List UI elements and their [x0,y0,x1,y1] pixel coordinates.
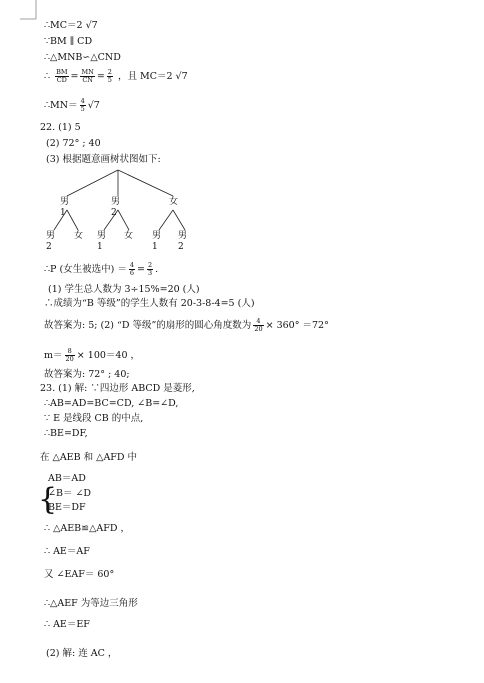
fraction [147,262,153,277]
text: 故答案为: 5; (2) “D 等级”的扇形的圆心角度数为 [44,320,252,331]
tree-leaf-4: 女 [124,231,134,241]
text: m＝ [44,350,63,361]
numerator: 2 [107,68,112,76]
line-parallel: ∵BM ∥ CD [44,36,93,47]
fraction [253,318,263,333]
text: × 360° ＝72° [265,320,329,331]
tree-leaf-2: 女 [74,231,84,241]
cond-1: AB＝AD [48,473,86,484]
denominator: 20 [65,355,74,363]
tree-leaf-3: 男1 [97,231,107,252]
tree-leaf-1: 男2 [46,231,56,252]
q23-heading: 23. (1) 解: ∵四边形 ABCD 是菱形, [40,383,195,394]
line-midpoint: ∵ E 是线段 CB 的中点, [44,413,144,424]
line-ratio [44,69,188,84]
q22-heading: 22. (1) 5 [40,122,81,133]
line-equilateral: ∴△AEF 为等边三角形 [44,598,138,609]
numerator: 4 [253,318,263,326]
numerator: 2 [148,261,153,269]
fraction [55,69,68,84]
line-m [44,348,140,363]
cond-2: ∠B＝ ∠D [48,488,92,499]
numerator: 4 [129,261,135,269]
denominator: CN [82,76,93,84]
denominator: 3 [148,269,153,277]
q22-part2: (2) 72° ; 40 [46,138,101,149]
numerator: MN [81,68,94,76]
line-part2: (2) 解: 连 AC ， [46,648,118,659]
line-angle [44,318,329,333]
line-rhombus-sides: ∴AB=AD=BC=CD, ∠B=∠D, [44,398,179,409]
line-answer: 故答案为: 72° ; 40; [44,369,130,380]
tree-node-2: 男2 [111,197,121,218]
denominator: 20 [254,325,263,333]
denominator: 6 [129,269,135,277]
text: ∴P (女生被选中) ＝ [44,264,127,275]
line-b-level: ∴成绩为“B 等级”的学生人数有 20-3-8-4=5 (人) [44,298,255,309]
equals: = [70,71,79,82]
line-be-df: ∴BE=DF, [44,428,88,439]
tree-node-3: 女 [169,197,179,207]
fraction [107,69,113,84]
tree-leaf-6: 男2 [178,231,188,252]
line-mc: ∴MC＝2 √7 [44,20,98,31]
numerator: 8 [65,348,75,356]
fraction [80,69,94,84]
line-probability [44,262,158,277]
line-similar: ∴△MNB∽△CND [44,52,121,63]
line-mn [44,98,100,113]
cond-3: BE＝DF [48,502,86,513]
text: ∴MN＝ [44,100,78,111]
line-triangles: 在 △AEB 和 △AFD 中 [40,452,138,463]
equals: = [137,264,145,275]
page-corner-mark [0,0,45,22]
line-angle-eaf: 又 ∠EAF＝ 60° [44,569,115,580]
denominator: CD [56,76,67,84]
system-brace: { [38,482,58,517]
line-ae-ef: ∴ AE＝EF [44,619,90,630]
numerator: 4 [80,97,85,105]
fraction [129,262,135,277]
denominator: 5 [107,76,112,84]
text: ∴ [44,71,51,82]
text: ，且 MC＝2 √7 [117,71,188,82]
tree-node-1: 男1 [60,197,70,218]
text: . [155,264,159,275]
equals: = [96,71,105,82]
q22-part3: (3) 根据题意画树状图如下: [46,154,161,165]
line-ae-af: ∴ AE＝AF [44,546,90,557]
line-congruent: ∴ △AEB≌△AFD ， [44,523,131,534]
line-total-students: (1) 学生总人数为 3÷15%=20 (人) [48,284,200,295]
numerator: BM [56,68,68,76]
fraction [65,348,75,363]
text: × 100＝40 ， [76,350,141,361]
fraction [80,98,86,113]
denominator: 5 [80,105,85,113]
tree-leaf-5: 男1 [152,231,162,252]
text: √7 [87,100,100,111]
